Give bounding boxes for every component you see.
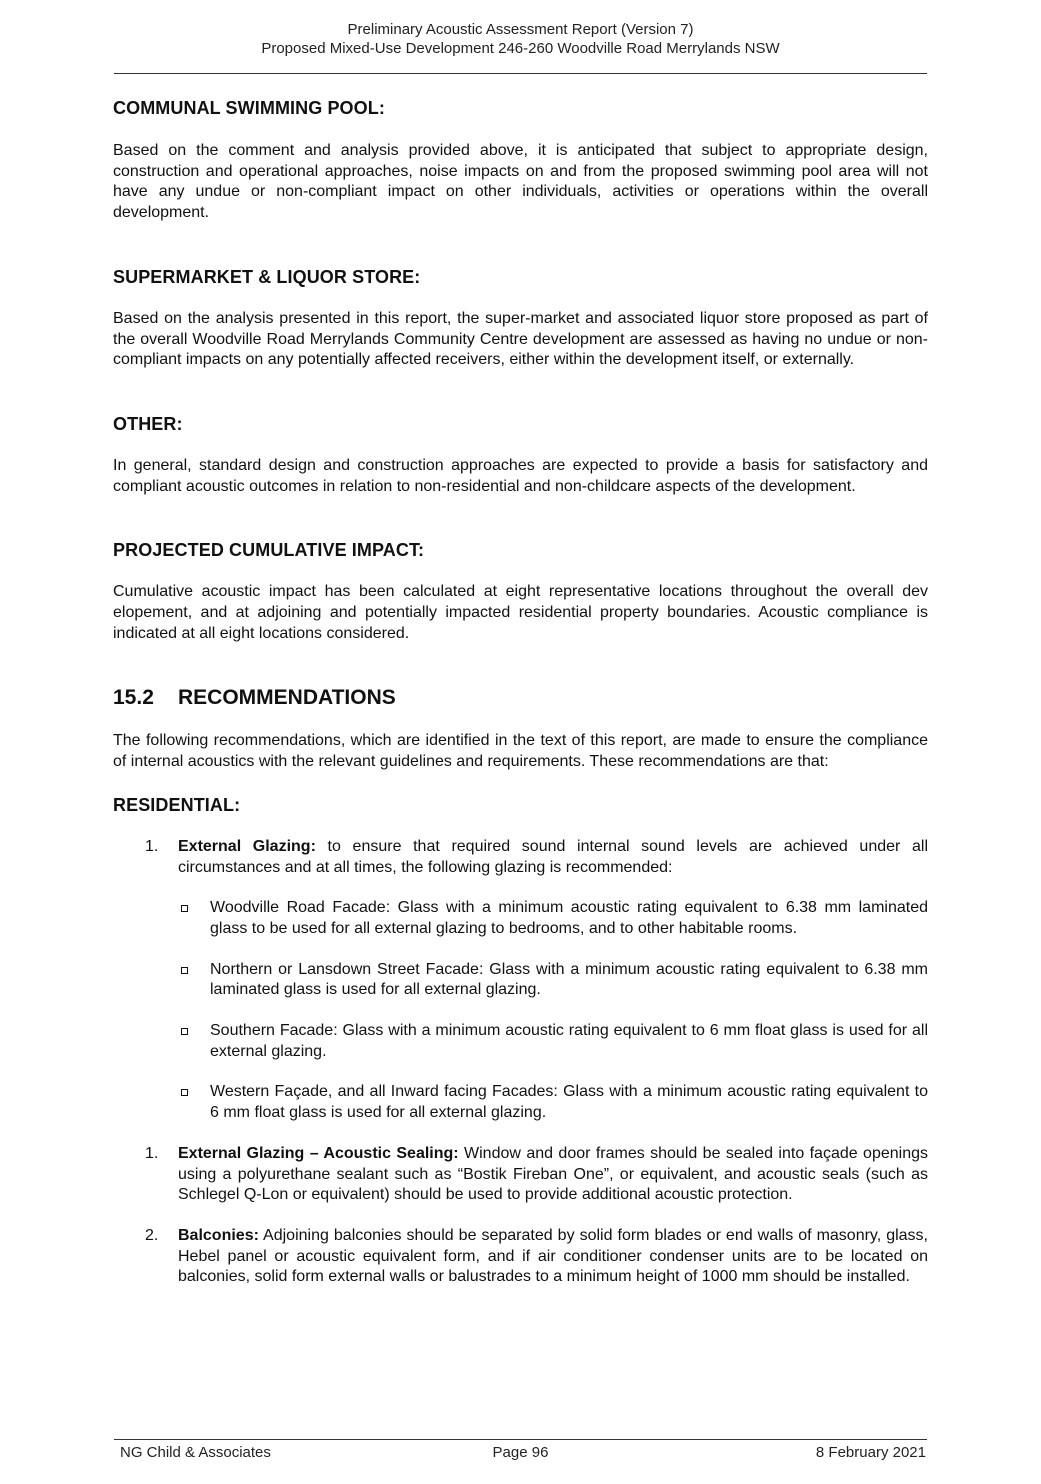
- bullet-text: Western Façade, and all Inward facing Facades: Glass with a minimum acoustic rating equivalent to 6 mm float glass is used for all external glazing.: [210, 1083, 928, 1122]
- pool-heading: COMMUNAL SWIMMING POOL:: [113, 98, 385, 118]
- pool-paragraph: Based on the comment and analysis provided above, it is anticipated that subject to appropriate design, construction and operational approaches, noise impacts on and from the proposed swimming pool area will not have any undue or non-compliant impact on other individuals, activities or operations within the overall development.: [113, 142, 928, 222]
- footer-page-number: Page 96: [492, 1444, 549, 1461]
- page-body: [113, 96, 928, 1288]
- section-title: RECOMMENDATIONS: [178, 686, 396, 710]
- supermarket-heading: SUPERMARKET & LIQUOR STORE:: [113, 266, 421, 287]
- list-item-number: 1.: [145, 1144, 159, 1162]
- header-report-title: Preliminary Acoustic Assessment Report (Version 7): [347, 21, 694, 38]
- checkbox-bullet-icon: [181, 967, 188, 974]
- footer-divider: [114, 1439, 927, 1440]
- glazing-bullet: [113, 960, 928, 1001]
- other-heading: OTHER:: [113, 413, 183, 434]
- bullet-text: Southern Facade: Glass with a minimum acoustic rating equivalent to 6 mm float glass is used for all external glazing.: [210, 1022, 928, 1060]
- section-number: 15.2: [113, 686, 154, 710]
- cumulative-heading: PROJECTED CUMULATIVE IMPACT:: [113, 540, 425, 561]
- list-item-text: to ensure that required sound internal sound levels are achieved under all circumstances and at all times, the following glazing is recommended:: [178, 837, 929, 876]
- glazing-bullet: [113, 1021, 928, 1062]
- checkbox-bullet-icon: [181, 905, 188, 912]
- recommendations-heading: [113, 684, 928, 712]
- checkbox-bullet-icon: [181, 1089, 188, 1096]
- glazing-bullet: [113, 898, 928, 939]
- bullet-text: Woodville Road Facade: Glass with a minimum acoustic rating equivalent to 6.38 mm laminated glass to be used for all external glazing to bedrooms, and to other habitable rooms.: [210, 899, 928, 937]
- list-item: [113, 1226, 928, 1288]
- recommendations-paragraph: The following recommendations, which are identified in the text of this report, are made to ensure the compliance of internal acoustics with the relevant guidelines and requirements. These recommendations are that:: [113, 732, 928, 771]
- list-item-title: External Glazing:: [178, 837, 316, 855]
- list-item-number: 2.: [145, 1226, 159, 1244]
- header-divider: [114, 73, 927, 74]
- list-item-title: Balconies:: [178, 1226, 259, 1244]
- checkbox-bullet-icon: [181, 1028, 188, 1035]
- list-item-text: Adjoining balconies should be separated by solid form blades or end walls of masonry, glass, Hebel panel or acoustic equivalent form, and if air conditioner condenser units are to be located on balconies, solid form external walls or balustrades to a minimum height of 1000 mm should be installed.: [178, 1226, 928, 1286]
- list-item-title: External Glazing – Acoustic Sealing:: [178, 1144, 459, 1162]
- other-paragraph: In general, standard design and construction approaches are expected to provide a basis for satisfactory and compliant acoustic outcomes in relation to non-residential and non-childcare aspects of the development.: [113, 456, 928, 495]
- glazing-bullet: [113, 1082, 928, 1123]
- footer-company: NG Child & Associates: [120, 1444, 271, 1461]
- list-item-text: Window and door frames should be sealed into façade openings using a polyurethane sealant such as “Bostik Fireban One”, or equivalent, and acoustic seals (such as Schlegel Q-Lon or equivalent) should be used to provide additional acoustic protection.: [178, 1144, 928, 1204]
- cumulative-paragraph: Cumulative acoustic impact has been calculated at eight representative locations throughout the overall dev elopement, and at adjoining and potentially impacted residential property boundaries. Acoustic compliance is indicated at all eight locations considered.: [113, 583, 928, 642]
- footer-date: 8 February 2021: [815, 1444, 926, 1461]
- list-item: [113, 837, 928, 878]
- list-item: [113, 1144, 928, 1206]
- residential-heading: RESIDENTIAL:: [113, 794, 241, 815]
- page-header: [114, 20, 927, 58]
- header-project-title: Proposed Mixed-Use Development 246-260 Woodville Road Merrylands NSW: [261, 40, 780, 57]
- list-item-number: 1.: [145, 837, 159, 855]
- bullet-text: Northern or Lansdown Street Facade: Glass with a minimum acoustic rating equivalent to 6.38 mm laminated glass is used for all external glazing.: [210, 960, 928, 999]
- supermarket-paragraph: Based on the analysis presented in this report, the super-market and associated liquor store proposed as part of the overall Woodville Road Merrylands Community Centre development are assessed as having no undue or non-compliant impacts on any potentially affected receivers, either within the development itself, or externally.: [113, 309, 928, 369]
